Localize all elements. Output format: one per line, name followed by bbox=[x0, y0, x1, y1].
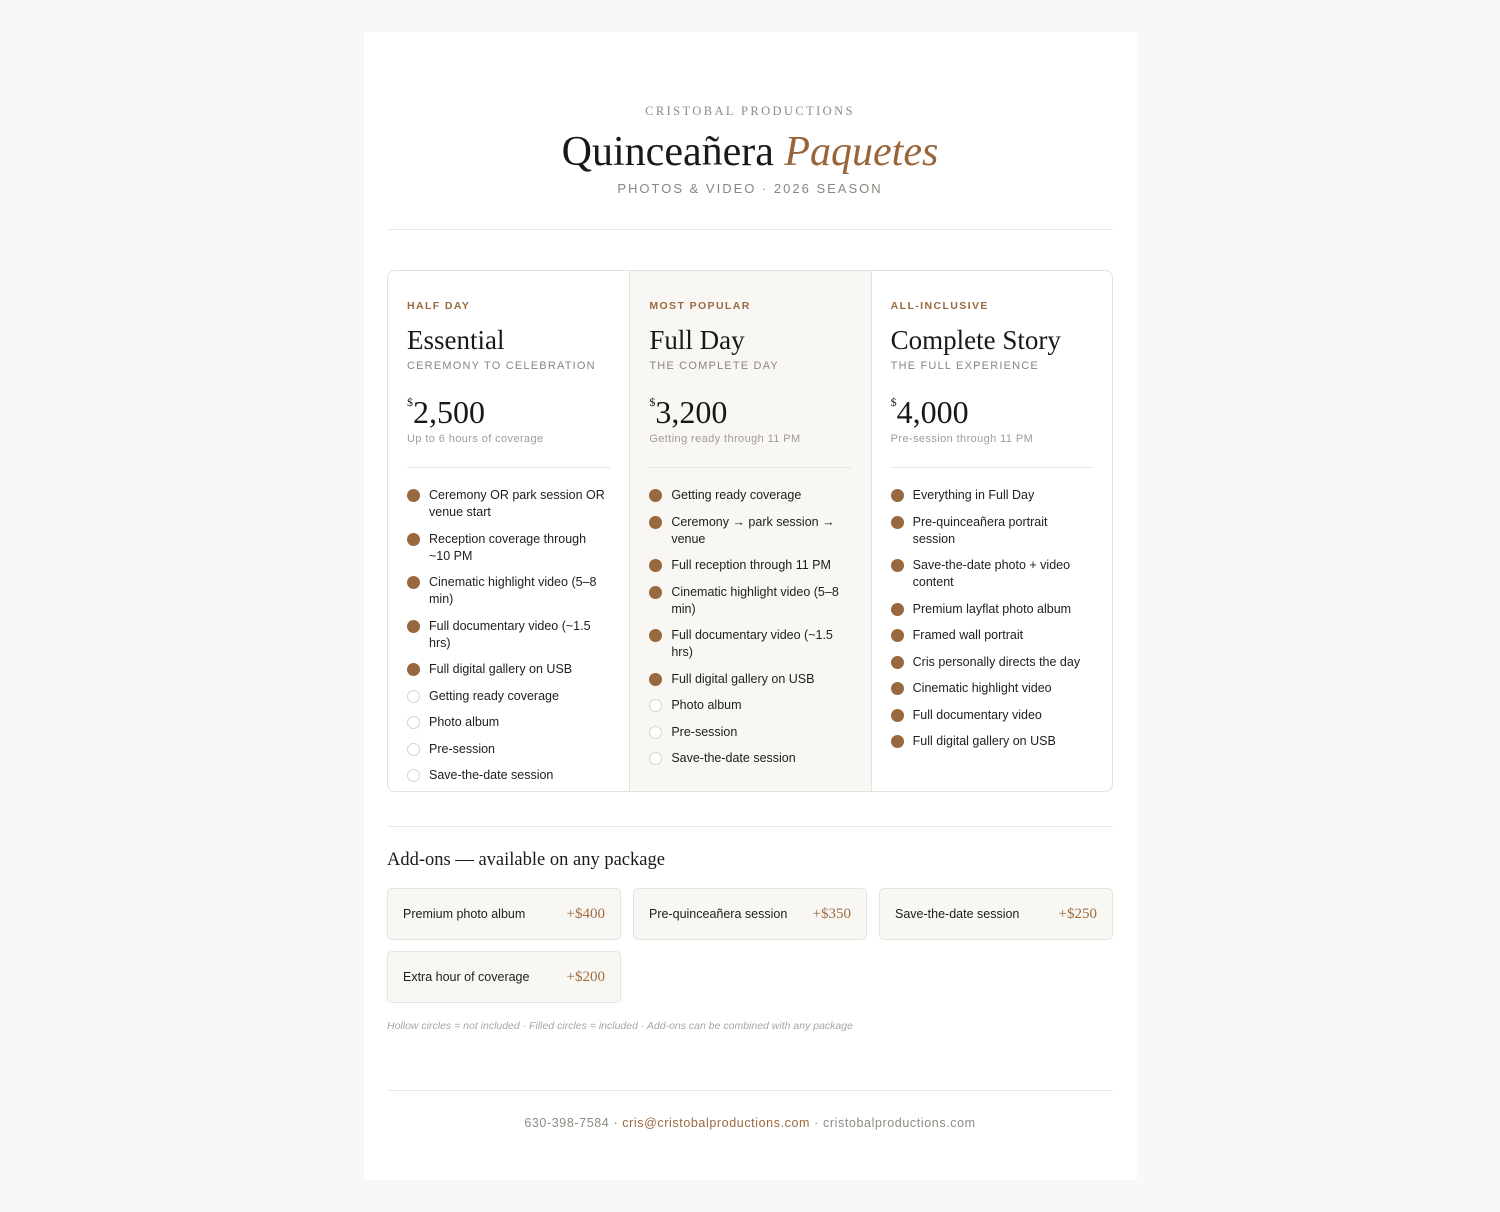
feature-text: Photo album bbox=[671, 698, 742, 712]
feature-text: Cinematic highlight video (5–8 min) bbox=[671, 584, 839, 616]
price-amount: 2,500 bbox=[413, 394, 485, 430]
price-currency: $ bbox=[890, 395, 897, 409]
feature-item bbox=[891, 601, 1093, 618]
feature-item bbox=[407, 618, 610, 652]
feature-text: Cinematic highlight video (5–8 min) bbox=[429, 575, 597, 606]
feature-text: Full documentary video (~1.5 hrs) bbox=[671, 628, 833, 659]
feature-item bbox=[891, 680, 1093, 697]
addons-heading: Add-ons — available on any package bbox=[387, 850, 665, 870]
feature-item bbox=[891, 707, 1093, 724]
included-dot-icon bbox=[649, 489, 662, 502]
contact-line bbox=[387, 1116, 1113, 1130]
addon-price: +$200 bbox=[566, 968, 605, 985]
brand-name: CRISTOBAL PRODUCTIONS bbox=[645, 104, 855, 118]
feature-item bbox=[649, 750, 851, 767]
not-included-dot-icon bbox=[649, 752, 662, 765]
feature-item bbox=[649, 557, 851, 574]
addon-name: Extra hour of coverage bbox=[403, 970, 530, 984]
addon-price: +$250 bbox=[1058, 905, 1097, 922]
feature-item bbox=[407, 574, 610, 608]
package-subtitle: CEREMONY TO CELEBRATION bbox=[407, 360, 596, 372]
feature-text: Save-the-date session bbox=[671, 751, 796, 765]
contact-website[interactable]: cristobalproductions.com bbox=[823, 1116, 976, 1130]
feature-text: Framed wall portrait bbox=[912, 628, 1024, 642]
feature-item bbox=[649, 487, 851, 504]
feature-item bbox=[407, 487, 610, 521]
package-tag: ALL-INCLUSIVE bbox=[890, 300, 989, 312]
feature-text: Getting ready coverage bbox=[429, 688, 559, 703]
included-dot-icon bbox=[649, 516, 662, 529]
feature-item bbox=[891, 733, 1093, 750]
included-dot-icon bbox=[649, 673, 662, 686]
feature-text: Full documentary video (~1.5 hrs) bbox=[429, 618, 591, 650]
title-accent: Paquetes bbox=[784, 129, 939, 175]
feature-text: Reception coverage through ~10 PM bbox=[429, 531, 587, 563]
addon-save-the-date-session bbox=[879, 888, 1113, 940]
feature-item bbox=[891, 487, 1093, 504]
title-main: Quinceañera bbox=[561, 129, 774, 175]
included-dot-icon bbox=[649, 559, 662, 572]
contact-phone[interactable]: 630-398-7584 bbox=[524, 1116, 610, 1130]
included-dot-icon bbox=[891, 516, 904, 529]
addon-pre-quinceanera-session bbox=[633, 888, 867, 940]
feature-item bbox=[407, 688, 610, 705]
feature-item bbox=[649, 697, 851, 714]
pricing-sheet bbox=[364, 32, 1137, 1180]
divider bbox=[387, 229, 1113, 230]
feature-item bbox=[649, 584, 851, 618]
feature-text: Cinematic highlight video bbox=[912, 681, 1052, 695]
feature-text: Full digital gallery on USB bbox=[912, 734, 1056, 748]
feature-text: Cris personally directs the day bbox=[912, 654, 1081, 669]
price-currency: $ bbox=[407, 395, 413, 409]
addon-name: Pre-quinceañera session bbox=[649, 907, 788, 921]
feature-text: Premium layflat photo album bbox=[912, 601, 1072, 616]
included-dot-icon bbox=[891, 489, 904, 502]
feature-text: Pre-session bbox=[429, 741, 495, 756]
packages-grid bbox=[387, 270, 1113, 792]
included-dot-icon bbox=[891, 629, 904, 642]
not-included-dot-icon bbox=[407, 690, 420, 703]
included-dot-icon bbox=[407, 663, 420, 676]
feature-list bbox=[407, 487, 610, 784]
package-name: Full Day bbox=[649, 325, 745, 355]
package-subtitle: THE COMPLETE DAY bbox=[649, 360, 779, 372]
feature-text: Save-the-date session bbox=[429, 768, 554, 782]
package-tag: MOST POPULAR bbox=[649, 300, 751, 312]
feature-text: Full digital gallery on USB bbox=[429, 662, 573, 676]
header bbox=[387, 32, 1113, 230]
package-subtitle: THE FULL EXPERIENCE bbox=[890, 360, 1039, 372]
separator: · bbox=[814, 1116, 819, 1130]
addon-price: +$350 bbox=[812, 905, 851, 922]
price-note: Up to 6 hours of coverage bbox=[407, 433, 544, 445]
included-dot-icon bbox=[891, 603, 904, 616]
feature-text: Pre-quinceañera portrait session bbox=[912, 514, 1048, 546]
feature-item bbox=[407, 741, 610, 758]
divider bbox=[649, 467, 851, 468]
included-dot-icon bbox=[649, 586, 662, 599]
feature-text: Photo album bbox=[429, 715, 500, 729]
package-full-day bbox=[629, 271, 870, 791]
included-dot-icon bbox=[891, 656, 904, 669]
price-currency: $ bbox=[649, 395, 656, 409]
addon-name: Save-the-date session bbox=[895, 907, 1020, 921]
feature-item bbox=[649, 724, 851, 741]
divider bbox=[891, 467, 1093, 468]
feature-list bbox=[649, 487, 851, 767]
feature-text: Save-the-date photo + video content bbox=[912, 558, 1071, 589]
feature-text: Ceremony → park session → venue bbox=[671, 514, 835, 546]
feature-text: Getting ready coverage bbox=[671, 488, 802, 502]
feature-item bbox=[649, 514, 851, 548]
price-amount: 3,200 bbox=[655, 394, 728, 430]
price-amount: 4,000 bbox=[896, 394, 969, 430]
page-subtitle: PHOTOS & VIDEO · 2026 SEASON bbox=[617, 181, 883, 196]
included-dot-icon bbox=[407, 576, 420, 589]
feature-text: Full documentary video bbox=[912, 707, 1042, 722]
included-dot-icon bbox=[891, 735, 904, 748]
package-complete-story bbox=[871, 271, 1112, 791]
price-note: Pre-session through 11 PM bbox=[890, 433, 1034, 445]
feature-item bbox=[649, 671, 851, 688]
feature-item bbox=[407, 661, 610, 678]
feature-list bbox=[891, 487, 1093, 750]
addon-price: +$400 bbox=[566, 905, 605, 922]
feature-text: Everything in Full Day bbox=[912, 488, 1035, 502]
included-dot-icon bbox=[407, 489, 420, 502]
contact-email[interactable]: cris@cristobalproductions.com bbox=[622, 1116, 811, 1130]
feature-text: Full reception through 11 PM bbox=[671, 558, 831, 572]
feature-item bbox=[891, 557, 1093, 591]
not-included-dot-icon bbox=[649, 726, 662, 739]
feature-item bbox=[891, 627, 1093, 644]
price-note: Getting ready through 11 PM bbox=[649, 433, 801, 445]
package-price bbox=[649, 394, 851, 430]
package-essential bbox=[388, 271, 629, 791]
not-included-dot-icon bbox=[649, 699, 662, 712]
package-name: Complete Story bbox=[890, 325, 1061, 355]
page-title bbox=[387, 128, 1113, 176]
feature-item bbox=[407, 531, 610, 565]
divider bbox=[407, 467, 610, 468]
feature-text: Pre-session bbox=[671, 724, 738, 739]
included-dot-icon bbox=[891, 559, 904, 572]
legend-footnote: Hollow circles = not included · Filled circles = included · Add-ons can be combined with any package bbox=[387, 1020, 853, 1032]
package-price bbox=[891, 394, 1093, 430]
feature-item bbox=[891, 654, 1093, 671]
package-name: Essential bbox=[407, 325, 505, 355]
feature-item bbox=[649, 627, 851, 661]
package-tag: HALF DAY bbox=[407, 300, 471, 312]
included-dot-icon bbox=[891, 709, 904, 722]
included-dot-icon bbox=[649, 629, 662, 642]
included-dot-icon bbox=[407, 620, 420, 633]
feature-text: Full digital gallery on USB bbox=[671, 671, 815, 686]
separator: · bbox=[613, 1116, 619, 1130]
not-included-dot-icon bbox=[407, 716, 420, 729]
addon-name: Premium photo album bbox=[403, 907, 526, 921]
feature-item bbox=[891, 514, 1093, 548]
feature-text: Ceremony OR park session OR venue start bbox=[429, 488, 605, 519]
package-price bbox=[407, 394, 610, 430]
feature-item bbox=[407, 767, 610, 784]
included-dot-icon bbox=[407, 533, 420, 546]
addon-extra-hour bbox=[387, 951, 621, 1003]
feature-item bbox=[407, 714, 610, 731]
included-dot-icon bbox=[891, 682, 904, 695]
divider bbox=[387, 1090, 1113, 1091]
addon-premium-photo-album bbox=[387, 888, 621, 940]
not-included-dot-icon bbox=[407, 743, 420, 756]
not-included-dot-icon bbox=[407, 769, 420, 782]
divider bbox=[387, 826, 1113, 827]
